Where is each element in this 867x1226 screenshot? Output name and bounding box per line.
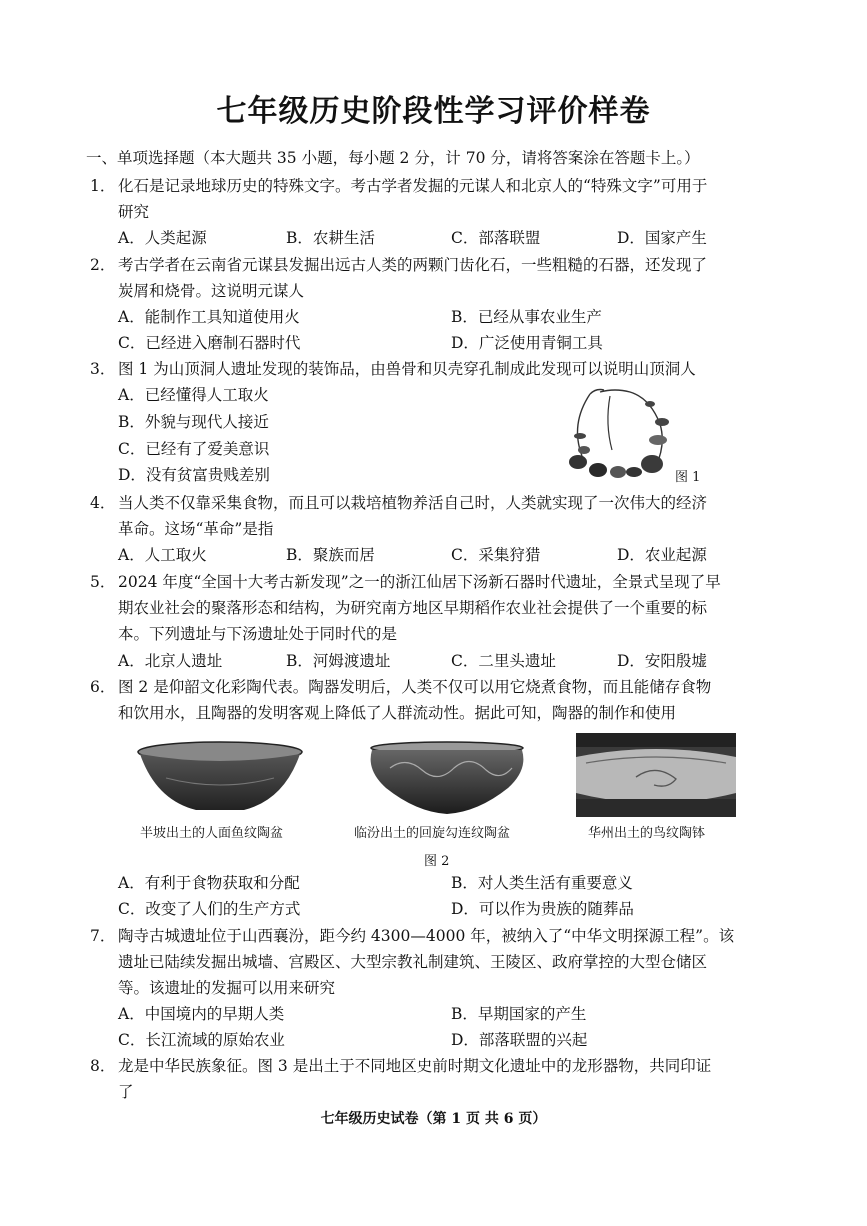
option-d: D．安阳殷墟	[617, 652, 707, 670]
pottery-bowl-photo	[576, 733, 736, 817]
option-b: B．聚族而居	[286, 546, 375, 564]
question-number: 2．	[90, 256, 116, 274]
option-c: C．改变了人们的生产方式	[118, 900, 301, 918]
figure-caption: 半坡出土的人面鱼纹陶盆	[140, 826, 284, 841]
option-d: D．农业起源	[617, 546, 707, 564]
option-d: D．部落联盟的兴起	[451, 1031, 588, 1049]
question-text: 当人类不仅靠采集食物，而且可以栽培植物养活自己时，人类就实现了一次伟大的经济	[118, 494, 708, 512]
question-text: 遗址已陆续发掘出城墙、宫殿区、大型宗教礼制建筑、王陵区、政府掌控的大型仓储区	[118, 953, 708, 971]
question-text: 龙是中华民族象征。图 3 是出土于不同地区史前时期文化遗址中的龙形器物，共同印证	[118, 1057, 712, 1075]
option-c: C．长江流域的原始农业	[118, 1031, 285, 1049]
question-number: 4．	[90, 494, 116, 512]
option-c: C．二里头遗址	[451, 652, 556, 670]
option-d: D．国家产生	[617, 229, 707, 247]
figure-caption: 临汾出土的回旋勾连纹陶盆	[354, 826, 511, 841]
option-b: B．河姆渡遗址	[286, 652, 391, 670]
figure-label: 图 2	[424, 854, 450, 869]
option-a: A．人类起源	[118, 229, 207, 247]
option-c: C．已经进入磨制石器时代	[118, 334, 301, 352]
question-text: 2024 年度“全国十大考古新发现”之一的浙江仙居下汤新石器时代遗址，全景式呈现了早	[118, 573, 721, 591]
option-b: B．早期国家的产生	[451, 1005, 587, 1023]
page-footer: 七年级历史试卷（第 1 页 共 6 页）	[320, 1111, 547, 1127]
question-text: 革命。这场“革命”是指	[118, 520, 274, 538]
pottery-basin-figure	[136, 738, 304, 818]
option-d: D．广泛使用青铜工具	[451, 334, 603, 352]
question-text: 图 2 是仰韶文化彩陶代表。陶器发明后，人类不仅可以用它烧煮食物，而且能储存食物	[118, 678, 712, 696]
figure-caption: 华州出土的鸟纹陶钵	[588, 826, 706, 841]
question-text: 研究	[118, 203, 150, 221]
pottery-basin-figure	[366, 740, 528, 820]
question-text: 本。下列遗址与下汤遗址处于同时代的是	[118, 625, 398, 643]
option-a: A．中国境内的早期人类	[118, 1005, 285, 1023]
question-text: 等。该遗址的发掘可以用来研究	[118, 979, 336, 997]
section-heading: 一、单项选择题（本大题共 35 小题，每小题 2 分，计 70 分，请将答案涂在答题卡上。）	[86, 149, 700, 167]
question-number: 1．	[90, 177, 116, 195]
question-text: 了	[118, 1083, 134, 1101]
question-text: 陶寺古城遗址位于山西襄汾，距今约 4300—4000 年，被纳入了“中华文明探源工程”。该	[118, 927, 735, 945]
option-d: D．没有贫富贵贱差别	[118, 466, 270, 484]
question-number: 5．	[90, 573, 116, 591]
option-b: B．农耕生活	[286, 229, 375, 247]
question-text: 炭屑和烧骨。这说明元谋人	[118, 282, 305, 300]
option-b: B．已经从事农业生产	[451, 308, 602, 326]
option-a: A．北京人遗址	[118, 652, 223, 670]
question-text: 期农业社会的聚落形态和结构，为研究南方地区早期稻作农业社会提供了一个重要的标	[118, 599, 708, 617]
page-title: 七年级历史阶段性学习评价样卷	[216, 94, 651, 129]
option-a: A．已经懂得人工取火	[118, 386, 269, 404]
option-b: B．对人类生活有重要意义	[451, 874, 633, 892]
option-c: C．采集狩猎	[451, 546, 541, 564]
question-text: 考古学者在云南省元谋县发掘出远古人类的两颗门齿化石，一些粗糙的石器，还发现了	[118, 256, 708, 274]
figure-label: 图 1	[675, 470, 701, 485]
question-number: 3．	[90, 360, 116, 378]
option-a: A．有利于食物获取和分配	[118, 874, 300, 892]
question-number: 7．	[90, 927, 116, 945]
question-text: 图 1 为山顶洞人遗址发现的装饰品，由兽骨和贝壳穿孔制成此发现可以说明山顶洞人	[118, 360, 696, 378]
option-a: A．能制作工具知道使用火	[118, 308, 300, 326]
option-a: A．人工取火	[118, 546, 207, 564]
question-text: 化石是记录地球历史的特殊文字。考古学者发掘的元谋人和北京人的“特殊文字”可用于	[118, 177, 708, 195]
option-b: B．外貌与现代人接近	[118, 413, 269, 431]
question-text: 和饮用水，且陶器的发明客观上降低了人群流动性。据此可知，陶器的制作和使用	[118, 704, 677, 722]
option-c: C．已经有了爱美意识	[118, 440, 270, 458]
question-number: 6．	[90, 678, 116, 696]
option-d: D．可以作为贵族的随葬品	[451, 900, 634, 918]
option-c: C．部落联盟	[451, 229, 541, 247]
question-number: 8．	[90, 1057, 116, 1075]
